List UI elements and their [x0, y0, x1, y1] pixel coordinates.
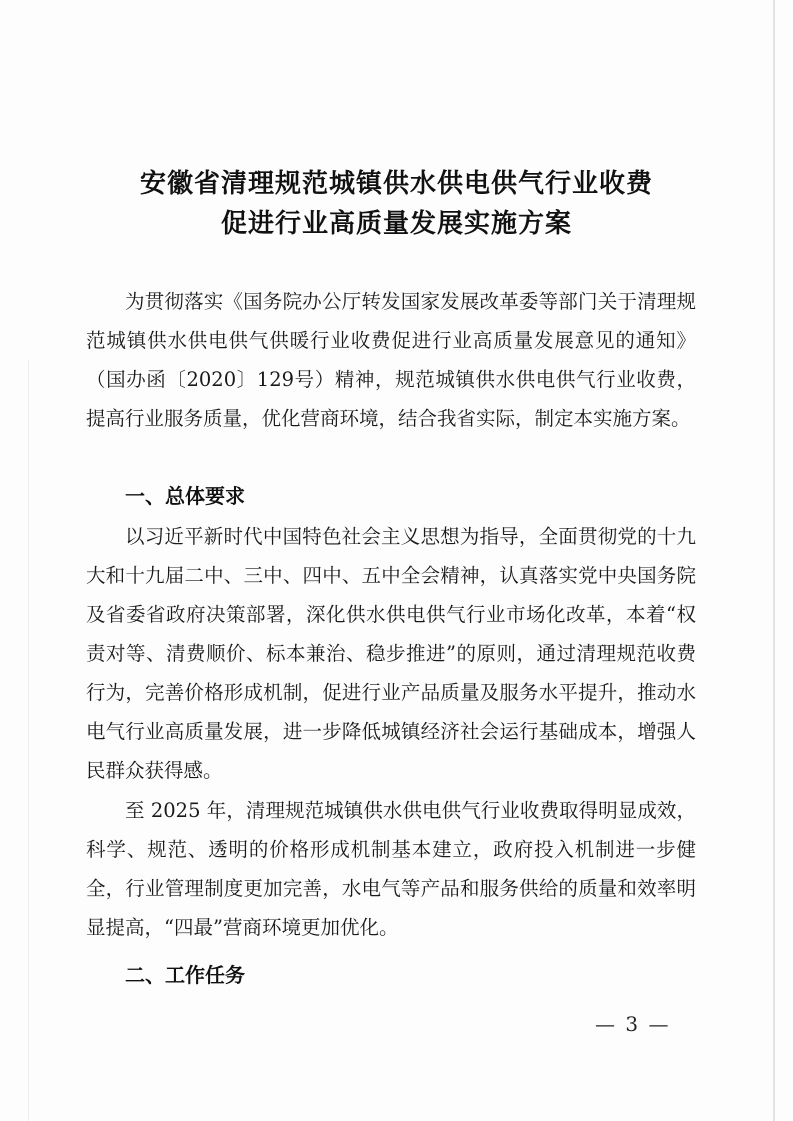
- document-title-line-1: 安徽省清理规范城镇供水供电供气行业收费: [139, 169, 653, 199]
- intro-paragraph: 为贯彻落实《国务院办公厅转发国家发展改革委等部门关于清理规范城镇供水供电供气供暖行业收费促进行业高质量发展意见的通知》（国办函〔2020〕129号）精神，规范城镇供水供电供气行业收费，提高行业服务质量，优化营商环境，结合我省实际，制定本实施方案。: [86, 290, 696, 430]
- page-number: — 3 —: [595, 1012, 671, 1036]
- guiding-principle-paragraph: 以习近平新时代中国特色社会主义思想为指导，全面贯彻党的十九大和十九届二中、三中、四中、五中全会精神，认真落实党中央国务院及省委省政府决策部署，深化供水供电供气行业市场化改革，本着“权责对等、清费顺价、标本兼治、稳步推进”的原则，通过清理规范收费行为，完善价格形成机制，促进行业产品质量及服务水平提升，推动水电气行业高质量发展，进一步降低城镇经济社会运行基础成本，增强人民群众获得感。: [86, 525, 696, 782]
- section-heading-general-requirements: 一、总体要求: [125, 484, 245, 508]
- scan-edge-shadow: [773, 0, 775, 1121]
- scan-margin-line: [28, 360, 29, 1121]
- goals-2025-paragraph: 至 2025 年，清理规范城镇供水供电供气行业收费取得明显成效，科学、规范、透明的价格形成机制基本建立，政府投入机制进一步健全，行业管理制度更加完善，水电气等产品和服务供给的质量和效率明显提高，“四最”营商环境更加优化。: [86, 799, 696, 939]
- document-title-line-2: 促进行业高质量发展实施方案: [220, 209, 572, 239]
- section-heading-work-tasks: 二、工作任务: [125, 963, 245, 987]
